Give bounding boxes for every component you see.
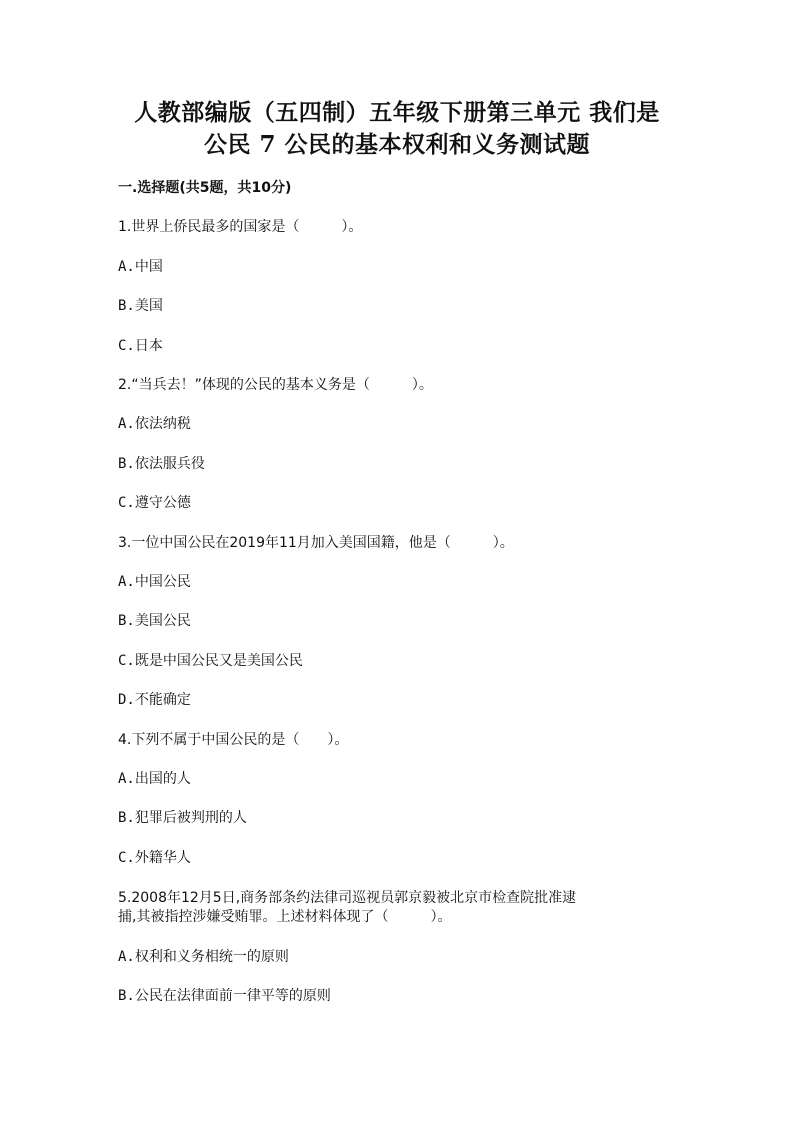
question-4-option-b <box>118 808 678 828</box>
question-1-option-b <box>118 296 678 316</box>
option-text: 日本 <box>134 338 163 354</box>
question-4-option-c <box>118 848 678 868</box>
option-text: 中国 <box>134 259 163 275</box>
option-text: 外籍华人 <box>134 850 191 866</box>
question-3-option-c <box>118 651 678 671</box>
option-text: 美国 <box>134 298 163 314</box>
option-letter: A. <box>118 771 135 787</box>
question-2-option-b <box>118 454 678 474</box>
question-3-option-b <box>118 611 678 631</box>
option-letter: B. <box>118 298 135 314</box>
option-letter: D. <box>118 692 135 708</box>
option-text: 依法纳税 <box>134 416 191 432</box>
question-5-stem-line-1: 5.2008年12月5日,商务部条约法律司巡视员郭京毅被北京市检查院批准逮 <box>118 890 577 906</box>
option-letter: B. <box>118 810 135 826</box>
question-5-option-b <box>118 986 678 1006</box>
option-letter: A. <box>118 259 135 275</box>
question-3-option-d <box>118 690 678 710</box>
option-text: 公民在法律面前一律平等的原则 <box>134 988 331 1004</box>
option-text: 出国的人 <box>134 771 191 787</box>
option-text: 犯罪后被判刑的人 <box>134 810 247 826</box>
question-5-option-a <box>118 947 678 967</box>
question-3-option-a <box>118 572 678 592</box>
option-letter: C. <box>118 495 135 511</box>
option-letter: B. <box>118 613 135 629</box>
question-5-stem-line-2: 捕,其被指控涉嫌受贿罪。上述材料体现了（ ）。 <box>118 909 452 925</box>
question-1-option-a <box>118 257 678 277</box>
option-letter: B. <box>118 456 135 472</box>
option-letter: B. <box>118 988 135 1004</box>
option-text: 依法服兵役 <box>134 456 205 472</box>
document-title-line-2: 公民 7 公民的基本权利和义务测试题 <box>203 131 591 158</box>
option-text: 中国公民 <box>134 574 191 590</box>
option-text: 美国公民 <box>134 613 191 629</box>
option-letter: C. <box>118 653 135 669</box>
question-1-option-c <box>118 336 678 356</box>
question-1-stem: 1.世界上侨民最多的国家是（ ）。 <box>118 219 363 235</box>
question-3-stem: 3.一位中国公民在2019年11月加入美国国籍，他是（ ）。 <box>118 535 514 551</box>
option-letter: A. <box>118 416 135 432</box>
option-letter: A. <box>118 574 135 590</box>
option-letter: A. <box>118 949 135 965</box>
question-4-option-a <box>118 769 678 789</box>
option-letter: C. <box>118 850 135 866</box>
question-2-option-a <box>118 414 678 434</box>
section-heading: 一.选择题(共5题，共10分) <box>118 180 292 196</box>
option-text: 不能确定 <box>134 692 191 708</box>
option-text: 既是中国公民又是美国公民 <box>134 653 303 669</box>
question-2-stem: 2.“当兵去！”体现的公民的基本义务是（ ）。 <box>118 377 433 393</box>
question-4-stem: 4.下列不属于中国公民的是（ ）。 <box>118 732 349 748</box>
option-text: 权利和义务相统一的原则 <box>134 949 289 965</box>
question-2-option-c <box>118 493 678 513</box>
document-title-line-1: 人教部编版（五四制）五年级下册第三单元 我们是 <box>134 99 660 126</box>
option-letter: C. <box>118 338 135 354</box>
option-text: 遵守公德 <box>134 495 191 511</box>
